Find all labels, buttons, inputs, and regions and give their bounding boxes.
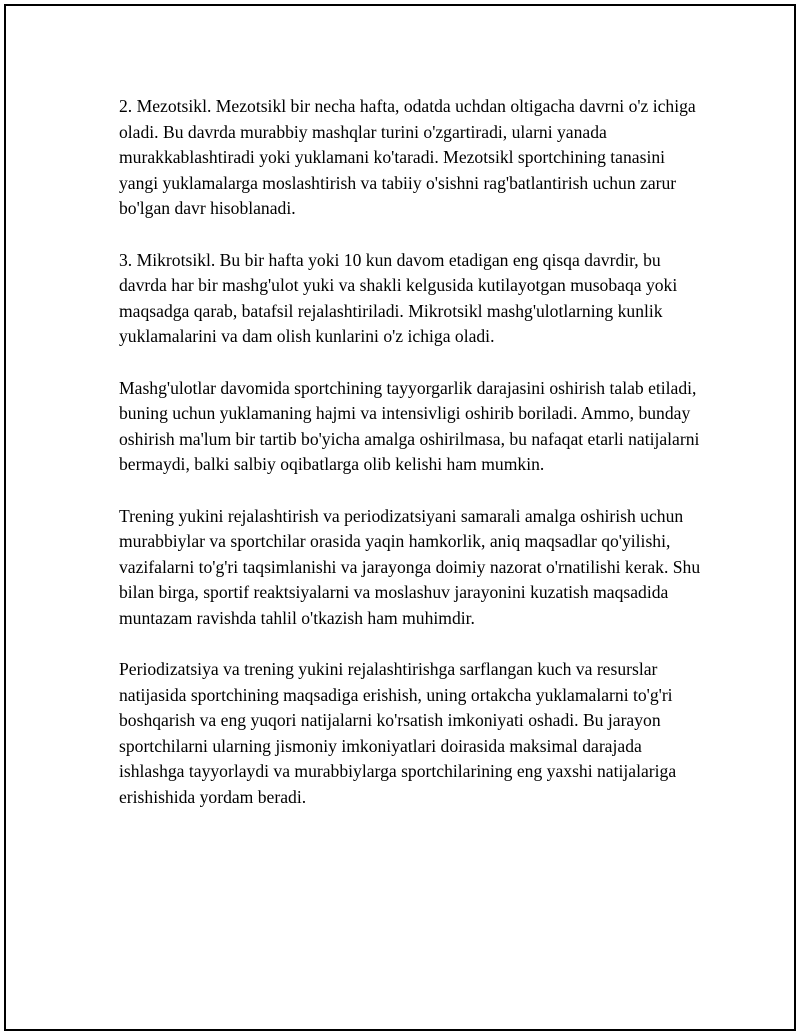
paragraph-mezotsikl: 2. Mezotsikl. Mezotsikl bir necha hafta, odatda uchdan oltigacha davrni o'z ichiga oladi. Bu davrda murabbiy mashqlar turini o'zgartiradi, ularni yanada murakkablashtiradi yoki yuklamani ko'taradi. Mezotsikl sportchining tanasini yangi yuklamalarga moslashtirish va tabiiy o'sishni rag'batlantirish uchun zarur bo'lgan davr hisoblanadi. (119, 96, 696, 219)
paragraph-conclusion: Periodizatsiya va trening yukini rejalashtirishga sarflangan kuch va resurslar natijasida sportchining maqsadiga erishish, uning ortakcha yuklamalarni to'g'ri boshqarish va eng yuqori natijalarni ko'rsatish imkoniyati oshadi. Bu jarayon sportchilarni ularning jismoniy imkoniyatlari doirasida maksimal darajada ishlashga tayyorlaydi va murabbiylarga sportchilarining eng yaxshi natijalariga erishishida yordam beradi. (119, 659, 677, 808)
paragraph-cooperation: Trening yukini rejalashtirish va periodizatsiyani samarali amalga oshirish uchun murabbiylar va sportchilar orasida yaqin hamkorlik, aniq maqsadlar qo'yilishi, vazifalarni to'g'ri taqsimlanishi va jarayonga doimiy nazorat o'rnatilishi kerak. Shu bilan birga, sportif reaktsiyalarni va moslashuv jarayonini kuzatish maqsadida muntazam ravishda tahlil o'tkazish ham muhimdir. (119, 505, 701, 628)
page-frame (4, 4, 796, 1031)
paragraph-mikrotsikl: 3. Mikrotsikl. Bu bir hafta yoki 10 kun davom etadigan eng qisqa davrdir, bu davrda har bir mashg'ulot yuki va shakli kelgusida kutilayotgan musobaqa yoki maqsadga qarab, batafsil rejalashtiriladi. Mikrotsikl mashg'ulotlarning kunlik yuklamalarini va dam olish kunlarini o'z ichiga oladi. (119, 249, 678, 347)
paragraph-training-load: Mashg'ulotlar davomida sportchining tayyorgarlik darajasini oshirish talab etiladi, buning uchun yuklamaning hajmi va intensivligi oshirib boriladi. Ammo, bunday oshirish ma'lum bir tartib bo'yicha amalga oshirilmasa, bu nafaqat etarli natijalarni bermaydi, balki salbiy oqibatlarga olib kelishi ham mumkin. (119, 377, 700, 475)
document-body (119, 94, 707, 811)
